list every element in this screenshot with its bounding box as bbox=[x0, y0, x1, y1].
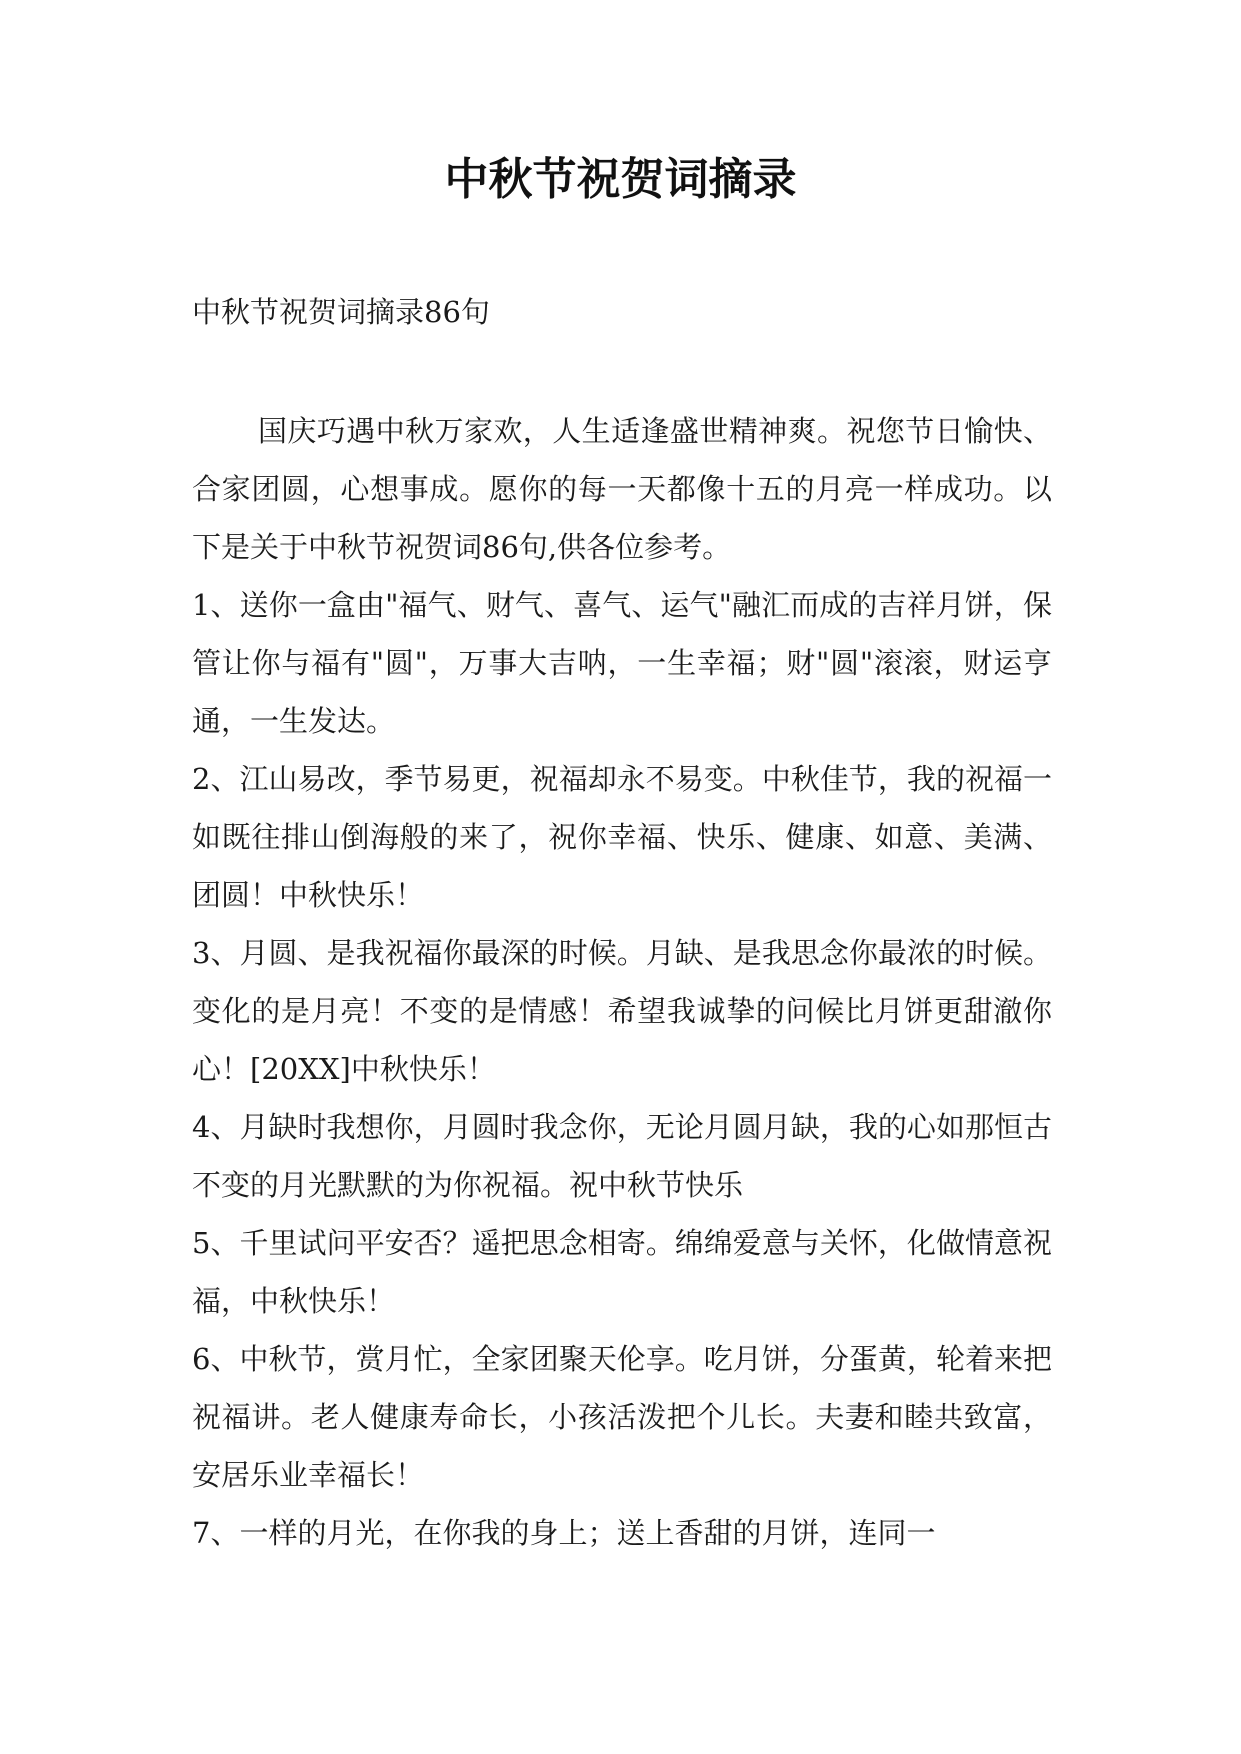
document-title: 中秋节祝贺词摘录 bbox=[444, 154, 797, 205]
list-item: 5、千里试问平安否？遥把思念相寄。绵绵爱意与关怀，化做情意祝福，中秋快乐！ bbox=[192, 1226, 1052, 1318]
list-item: 3、月圆、是我祝福你最深的时候。月缺、是我思念你最浓的时候。变化的是月亮！不变的是情感！希望我诚挚的问候比月饼更甜澈你心！[20XX]中秋快乐！ bbox=[192, 936, 1052, 1086]
intro-paragraph: 国庆巧遇中秋万家欢，人生适逢盛世精神爽。祝您节日愉快、合家团圆，心想事成。愿你的每一天都像十五的月亮一样成功。以下是关于中秋节祝贺词86句,供各位参考。 bbox=[192, 414, 1052, 564]
list-item: 2、江山易改，季节易更，祝福却永不易变。中秋佳节，我的祝福一如既往排山倒海般的来了，祝你幸福、快乐、健康、如意、美满、团圆！中秋快乐！ bbox=[192, 762, 1052, 912]
list-item: 7、一样的月光，在你我的身上；送上香甜的月饼，连同一 bbox=[192, 1516, 936, 1550]
list-item: 6、中秋节，赏月忙，全家团聚天伦享。吃月饼，分蛋黄，轮着来把祝福讲。老人健康寿命长，小孩活泼把个儿长。夫妻和睦共致富，安居乐业幸福长！ bbox=[192, 1342, 1052, 1492]
document-body bbox=[192, 402, 1052, 1562]
document-subtitle: 中秋节祝贺词摘录86句 bbox=[192, 295, 490, 329]
list-item: 1、送你一盒由"福气、财气、喜气、运气"融汇而成的吉祥月饼，保管让你与福有"圆"，万事大吉呐，一生幸福；财"圆"滚滚，财运亨通，一生发达。 bbox=[192, 588, 1052, 738]
list-item: 4、月缺时我想你，月圆时我念你，无论月圆月缺，我的心如那恒古不变的月光默默的为你祝福。祝中秋节快乐 bbox=[192, 1110, 1052, 1202]
